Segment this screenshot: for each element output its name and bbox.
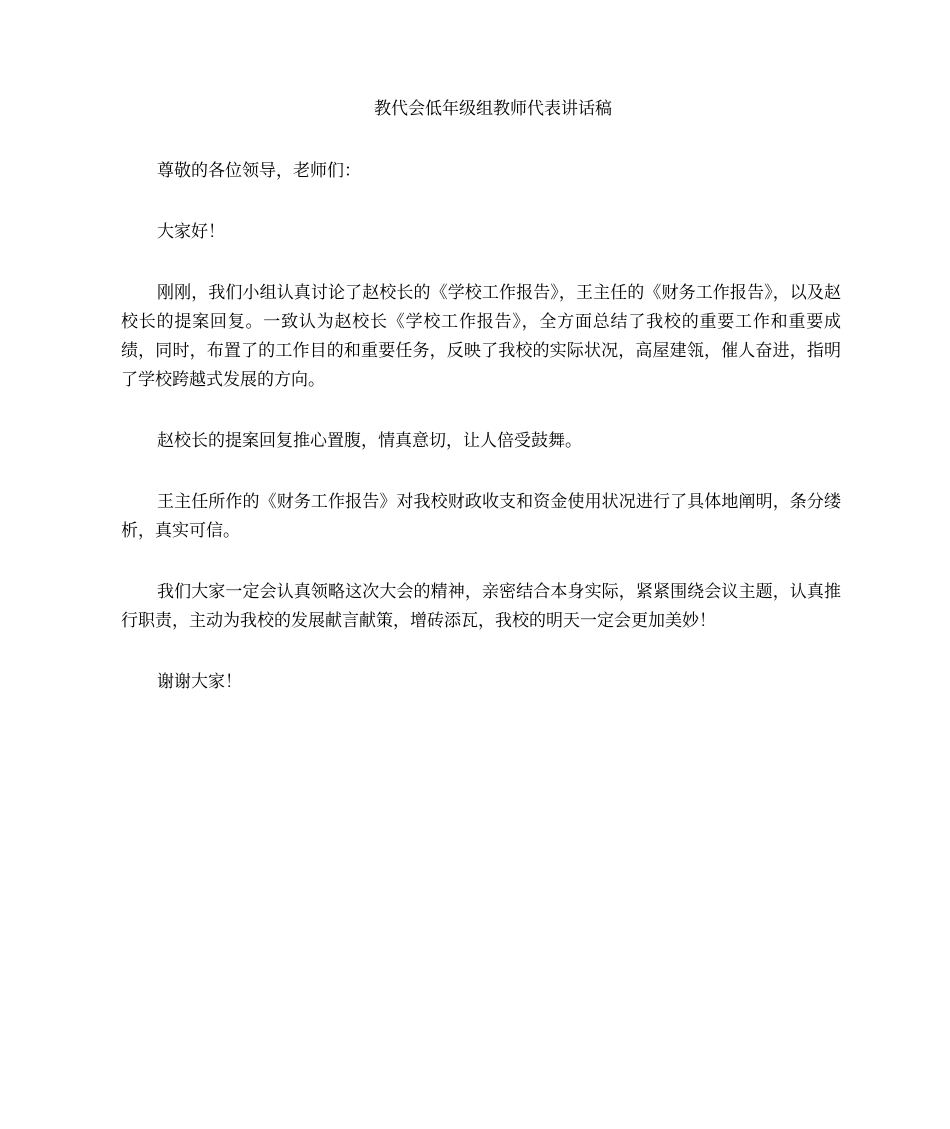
document-body [121, 157, 841, 729]
salutation-paragraph: 尊敬的各位领导，老师们： [157, 161, 361, 181]
body-paragraph: 赵校长的提案回复推心置腹，情真意切，让人倍受鼓舞。 [157, 431, 582, 451]
greeting-paragraph: 大家好！ [157, 222, 225, 242]
body-paragraph: 刚刚，我们小组认真讨论了赵校长的《学校工作报告》，王主任的《财务工作报告》，以及赵校长的提案回复。一致认为赵校长《学校工作报告》，全方面总结了我校的重要工作和重要成绩，同时，布置了的工作目的和重要任务，反映了我校的实际状况，高屋建瓴，催人奋进，指明了学校跨越式发展的方向。 [121, 283, 841, 390]
body-paragraph: 我们大家一定会认真领略这次大会的精神，亲密结合本身实际，紧紧围绕会议主题，认真推行职责，主动为我校的发展献言献策，增砖添瓦，我校的明天一定会更加美妙！ [121, 582, 841, 631]
document-title: 教代会低年级组教师代表讲话稿 [374, 99, 612, 119]
body-paragraph: 王主任所作的《财务工作报告》对我校财政收支和资金使用状况进行了具体地阐明，条分缕析，真实可信。 [121, 492, 841, 541]
closing-paragraph: 谢谢大家！ [157, 672, 242, 692]
